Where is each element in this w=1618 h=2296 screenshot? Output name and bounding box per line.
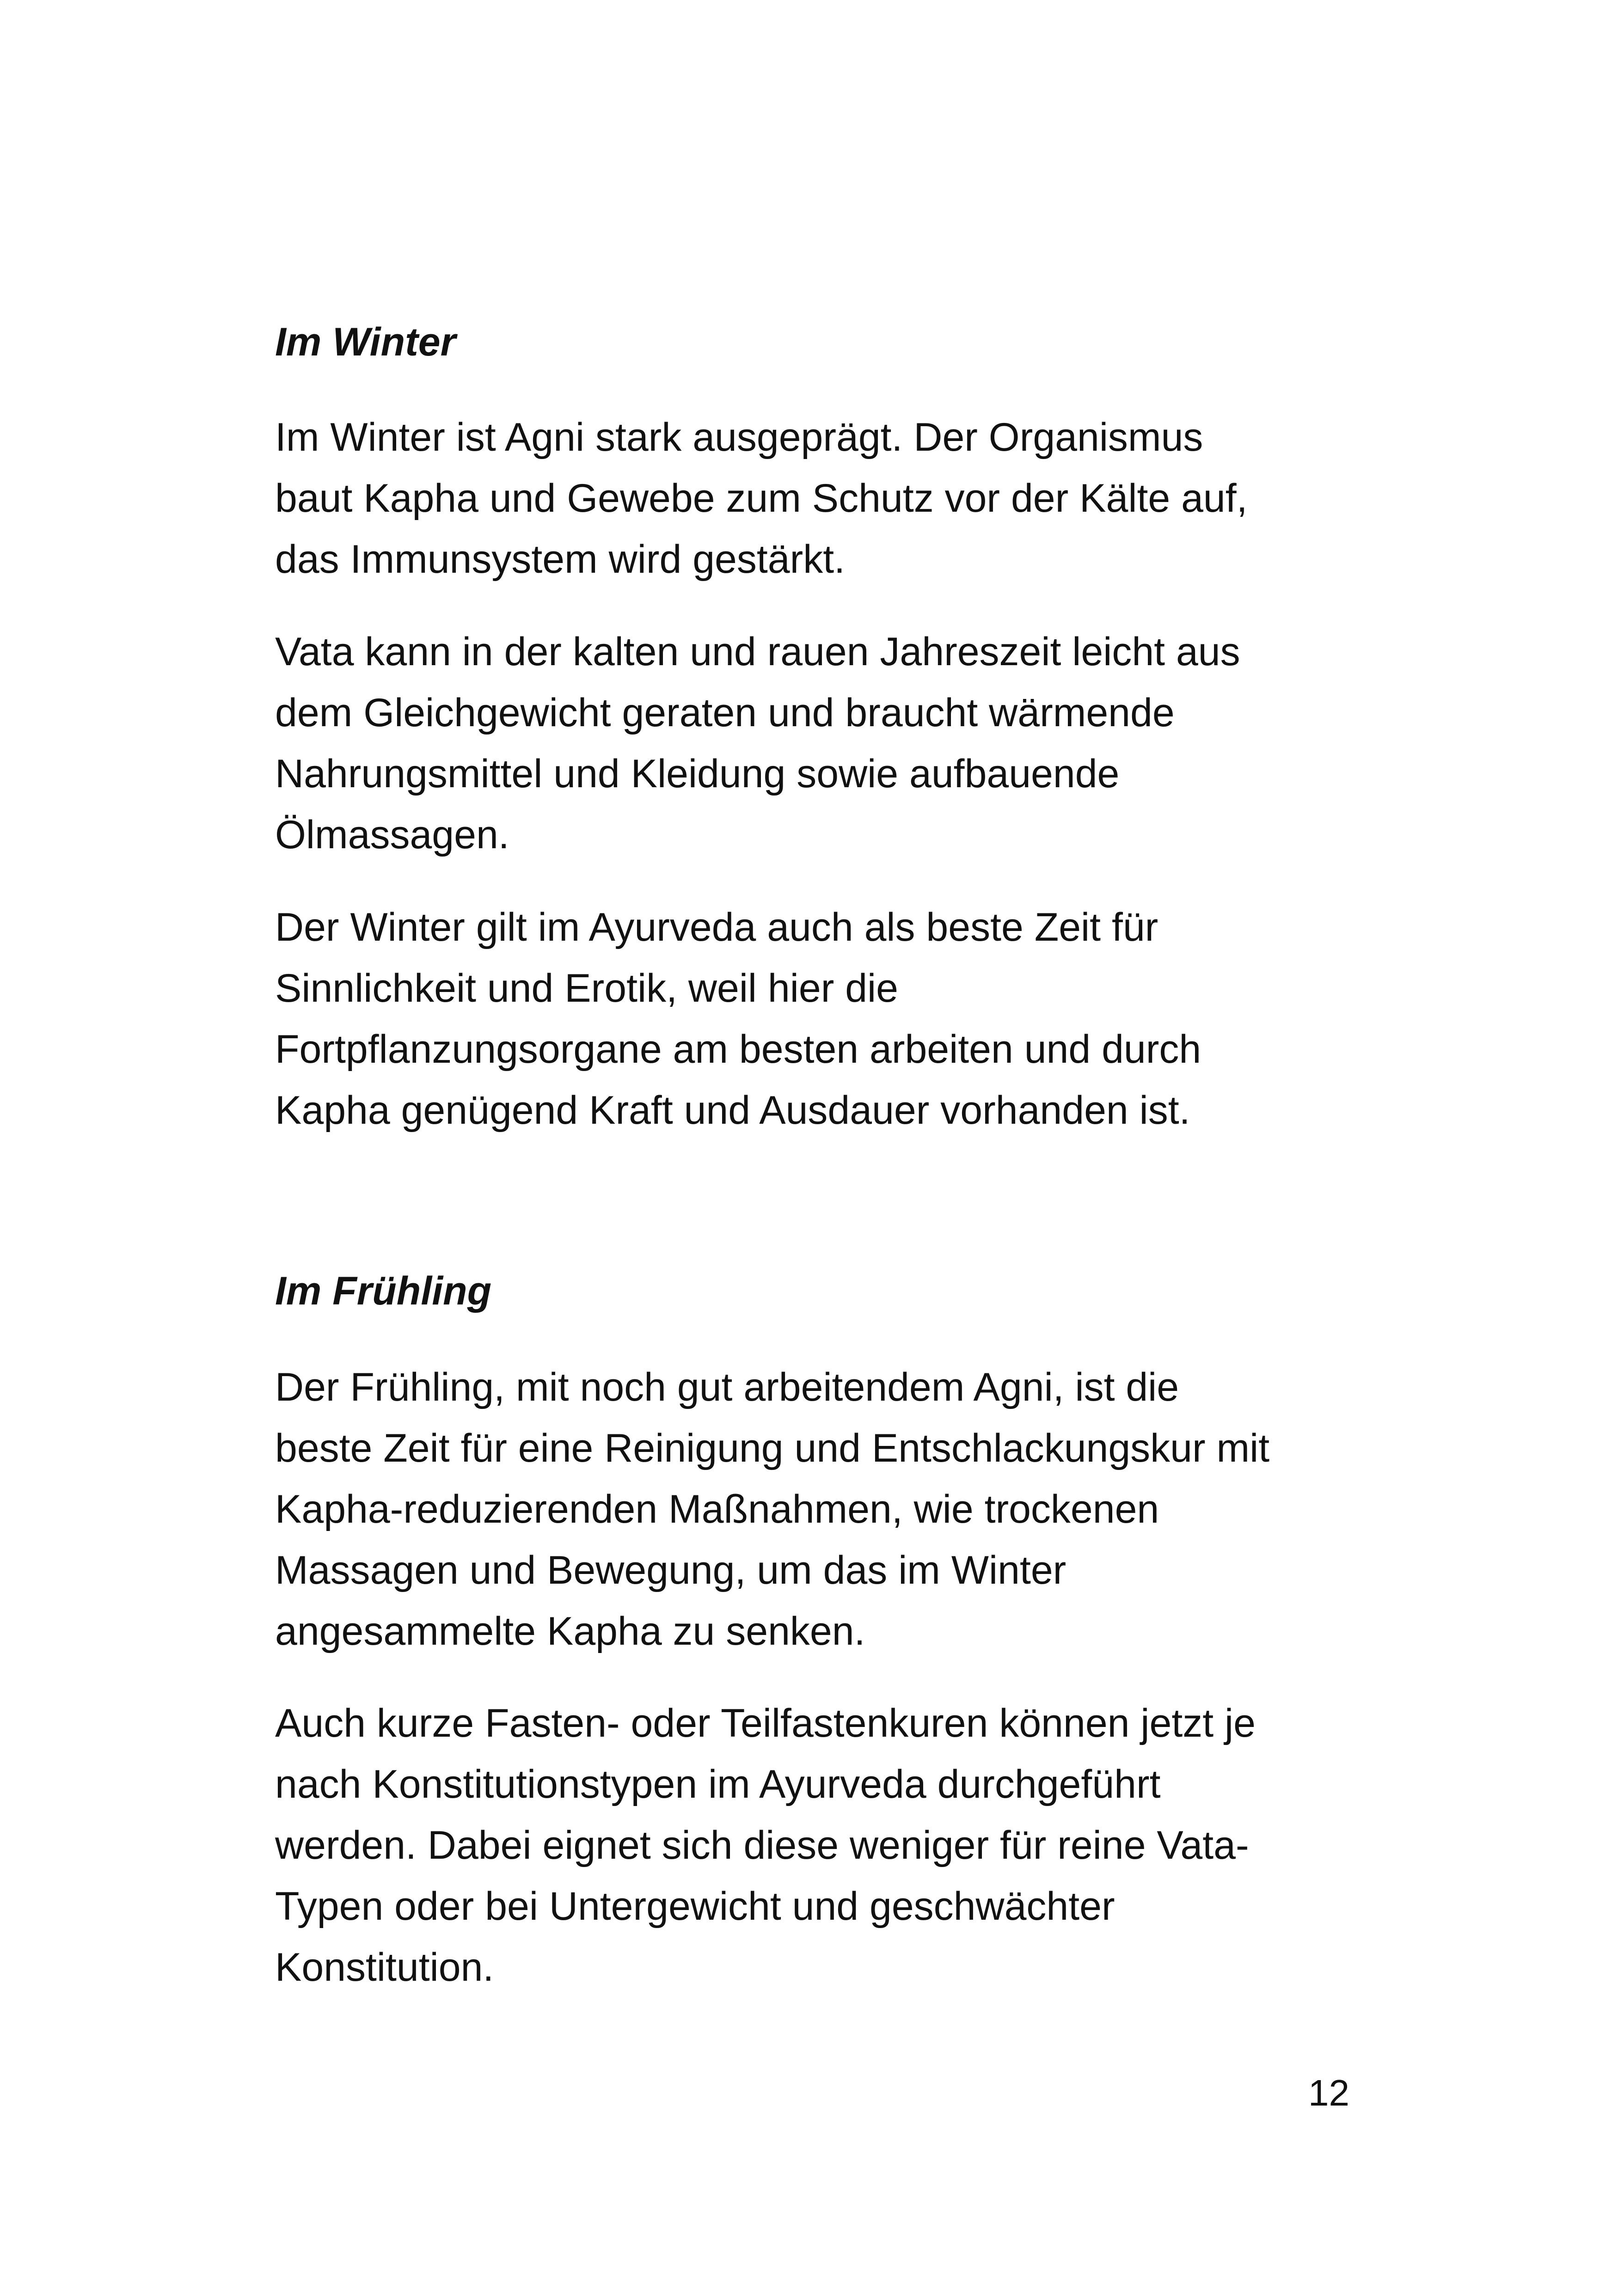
text-line: Fortpflanzungsorgane am besten arbeiten und durch	[275, 1027, 1201, 1071]
text-line: Der Winter gilt im Ayurveda auch als beste Zeit für	[275, 905, 1158, 949]
paragraph-winter-1	[275, 407, 1352, 590]
text-line: Konstitution.	[275, 1945, 494, 1990]
text-line: Nahrungsmittel und Kleidung sowie aufbauende	[275, 752, 1120, 796]
section-heading-winter: Im Winter	[275, 320, 456, 364]
text-line: Kapha genügend Kraft und Ausdauer vorhanden ist.	[275, 1088, 1190, 1133]
section-heading-spring: Im Frühling	[275, 1269, 492, 1313]
text-line: dem Gleichgewicht geraten und braucht wärmende	[275, 691, 1175, 735]
text-line: Vata kann in der kalten und rauen Jahreszeit leicht aus	[275, 630, 1240, 674]
paragraph-winter-2	[275, 621, 1352, 865]
text-line: Kapha-reduzierenden Maßnahmen, wie trockenen	[275, 1487, 1159, 1531]
text-line: Auch kurze Fasten- oder Teilfastenkuren können jetzt je	[275, 1701, 1256, 1745]
text-line: das Immunsystem wird gestärkt.	[275, 537, 846, 582]
text-line: Sinnlichkeit und Erotik, weil hier die	[275, 966, 898, 1010]
text-line: werden. Dabei eignet sich diese weniger für reine Vata-	[275, 1823, 1249, 1867]
text-line: angesammelte Kapha zu senken.	[275, 1609, 865, 1653]
paragraph-winter-3	[275, 897, 1352, 1141]
text-line: baut Kapha und Gewebe zum Schutz vor der Kälte auf,	[275, 476, 1248, 520]
text-line: nach Konstitutionstypen im Ayurveda durchgeführt	[275, 1762, 1161, 1806]
text-line: Massagen und Bewegung, um das im Winter	[275, 1548, 1066, 1592]
text-line: Im Winter ist Agni stark ausgeprägt. Der Organismus	[275, 415, 1203, 459]
paragraph-spring-1	[275, 1357, 1352, 1662]
page-number: 12	[1308, 2072, 1349, 2113]
text-line: Der Frühling, mit noch gut arbeitendem Agni, ist die	[275, 1365, 1179, 1409]
paragraph-spring-2	[275, 1693, 1352, 1998]
text-line: beste Zeit für eine Reinigung und Entschlackungskur mit	[275, 1426, 1270, 1470]
text-line: Typen oder bei Untergewicht und geschwächter	[275, 1884, 1115, 1929]
text-line: Ölmassagen.	[275, 813, 509, 857]
